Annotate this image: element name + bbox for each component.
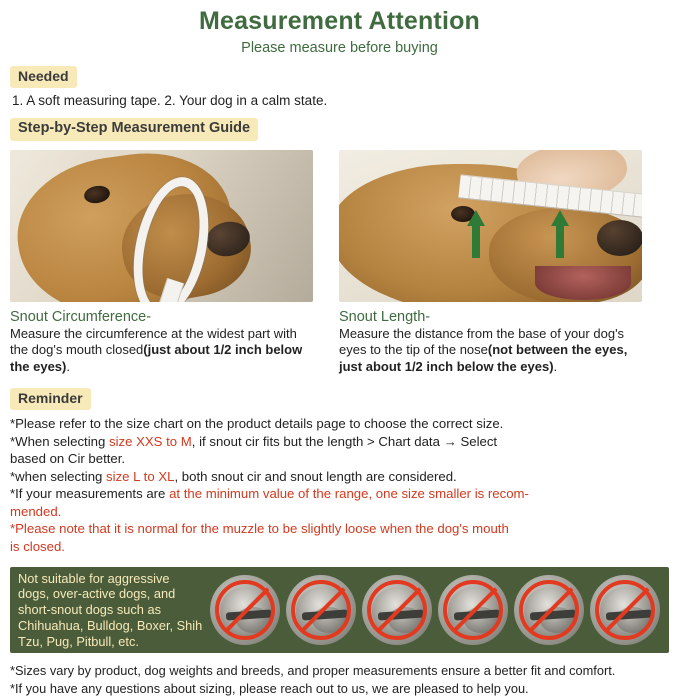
reminder-line xyxy=(10,468,669,486)
reminder-text-run: , if snout cir fits but the length > Chart data → Select xyxy=(191,433,498,449)
caption-line-3-plain: . xyxy=(66,359,70,375)
reminder-line xyxy=(10,485,669,503)
dog-mouth-shape xyxy=(535,266,631,300)
reminder-line xyxy=(10,520,669,538)
reminder-text-run: *If your measurements are xyxy=(10,486,170,502)
caption-line-3-bold: the eyes, just about 1/2 inch below the eyes) xyxy=(339,342,628,375)
reminder-text-run: *when selecting xyxy=(10,468,107,484)
caption-line-1: Measure the circumference at the widest part xyxy=(10,325,271,341)
reminder-text-run: , both snout cir and snout length are considered. xyxy=(174,468,457,484)
caption-line-3-plain: . xyxy=(553,359,558,375)
no-muzzle-icon xyxy=(286,575,356,645)
reminder-text-run: *Please note that it is normal for the muzzle to be slightly loose when the dog's mouth xyxy=(10,521,509,537)
reminder-line xyxy=(10,433,669,451)
panel-caption-body xyxy=(10,326,313,376)
no-muzzle-icon xyxy=(210,575,280,645)
measurement-attention-page xyxy=(0,7,679,696)
caption-line-2-bold: (not between xyxy=(487,342,569,358)
not-suitable-thumbnails xyxy=(210,575,660,645)
reminder-text-run: size XXS to M xyxy=(108,433,192,449)
panel-caption-title: Snout Length- xyxy=(339,308,431,325)
reminder-text-run: *When selecting xyxy=(10,433,109,449)
reminder-text-run: mended. xyxy=(10,503,62,519)
needed-section xyxy=(10,66,669,108)
reminder-text-run: is closed. xyxy=(10,538,65,554)
footnote-line: *Sizes vary by product, dog weights and breeds, and proper measurements ensure a better fit and comfort. xyxy=(10,663,616,679)
footnote-line: *If you have any questions about sizing, please reach out to us, we are pleased to help you. xyxy=(10,680,529,696)
snout-circumference-photo xyxy=(10,150,313,302)
reminder-line xyxy=(10,450,669,468)
caption-line-2-plain: with the dog's mouth closed xyxy=(10,325,297,358)
reminder-tag: Reminder xyxy=(10,388,91,410)
reminder-line xyxy=(10,503,669,521)
reminder-text xyxy=(10,415,669,555)
snout-length-photo xyxy=(339,150,642,302)
reminder-text-run: based on Cir better. xyxy=(10,451,126,467)
page-subtitle: Please measure before buying xyxy=(241,39,438,56)
no-muzzle-icon xyxy=(590,575,660,645)
needed-tag: Needed xyxy=(10,66,77,88)
guide-panels xyxy=(10,150,669,376)
no-muzzle-icon xyxy=(514,575,584,645)
reminder-text-run: at the minimum value of the range, one size smaller is recom- xyxy=(169,486,529,502)
guide-tag: Step-by-Step Measurement Guide xyxy=(10,118,258,141)
guide-section xyxy=(10,118,669,376)
panel-snout-circumference xyxy=(10,150,313,376)
footnotes xyxy=(10,662,669,697)
needed-text: 1. A soft measuring tape. 2. Your dog in a calm state. xyxy=(12,92,328,108)
page-title: Measurement Attention xyxy=(198,7,481,35)
no-muzzle-icon xyxy=(438,575,508,645)
panel-snout-length xyxy=(339,150,642,376)
not-suitable-text: Not suitable for aggressive dogs, over-active dogs, and short-snout dogs such as Chihuahua, Bulldog, Boxer, Shih Tzu, Pug, Pitbull, etc. xyxy=(18,570,203,650)
caption-line-2-bold: (just about 1/2 xyxy=(143,342,232,358)
reminder-line xyxy=(10,538,669,556)
caption-line-3-bold: inch below the eyes) xyxy=(10,342,303,375)
reminder-text-run: size L to XL xyxy=(106,468,175,484)
reminder-text-run: *Please refer to the size chart on the product details page to choose the correct size. xyxy=(10,416,504,432)
caption-line-1: Measure the distance from the base of your xyxy=(339,325,590,341)
panel-caption-title: Snout Circumference- xyxy=(10,308,152,325)
reminder-section xyxy=(10,388,669,556)
not-suitable-banner xyxy=(10,567,669,653)
caption-line-2-plain: dog's eyes to the tip of the nose xyxy=(339,325,625,358)
reminder-line xyxy=(10,415,669,433)
dog-nose-shape xyxy=(597,220,642,256)
no-muzzle-icon xyxy=(362,575,432,645)
panel-caption-body xyxy=(339,326,642,376)
